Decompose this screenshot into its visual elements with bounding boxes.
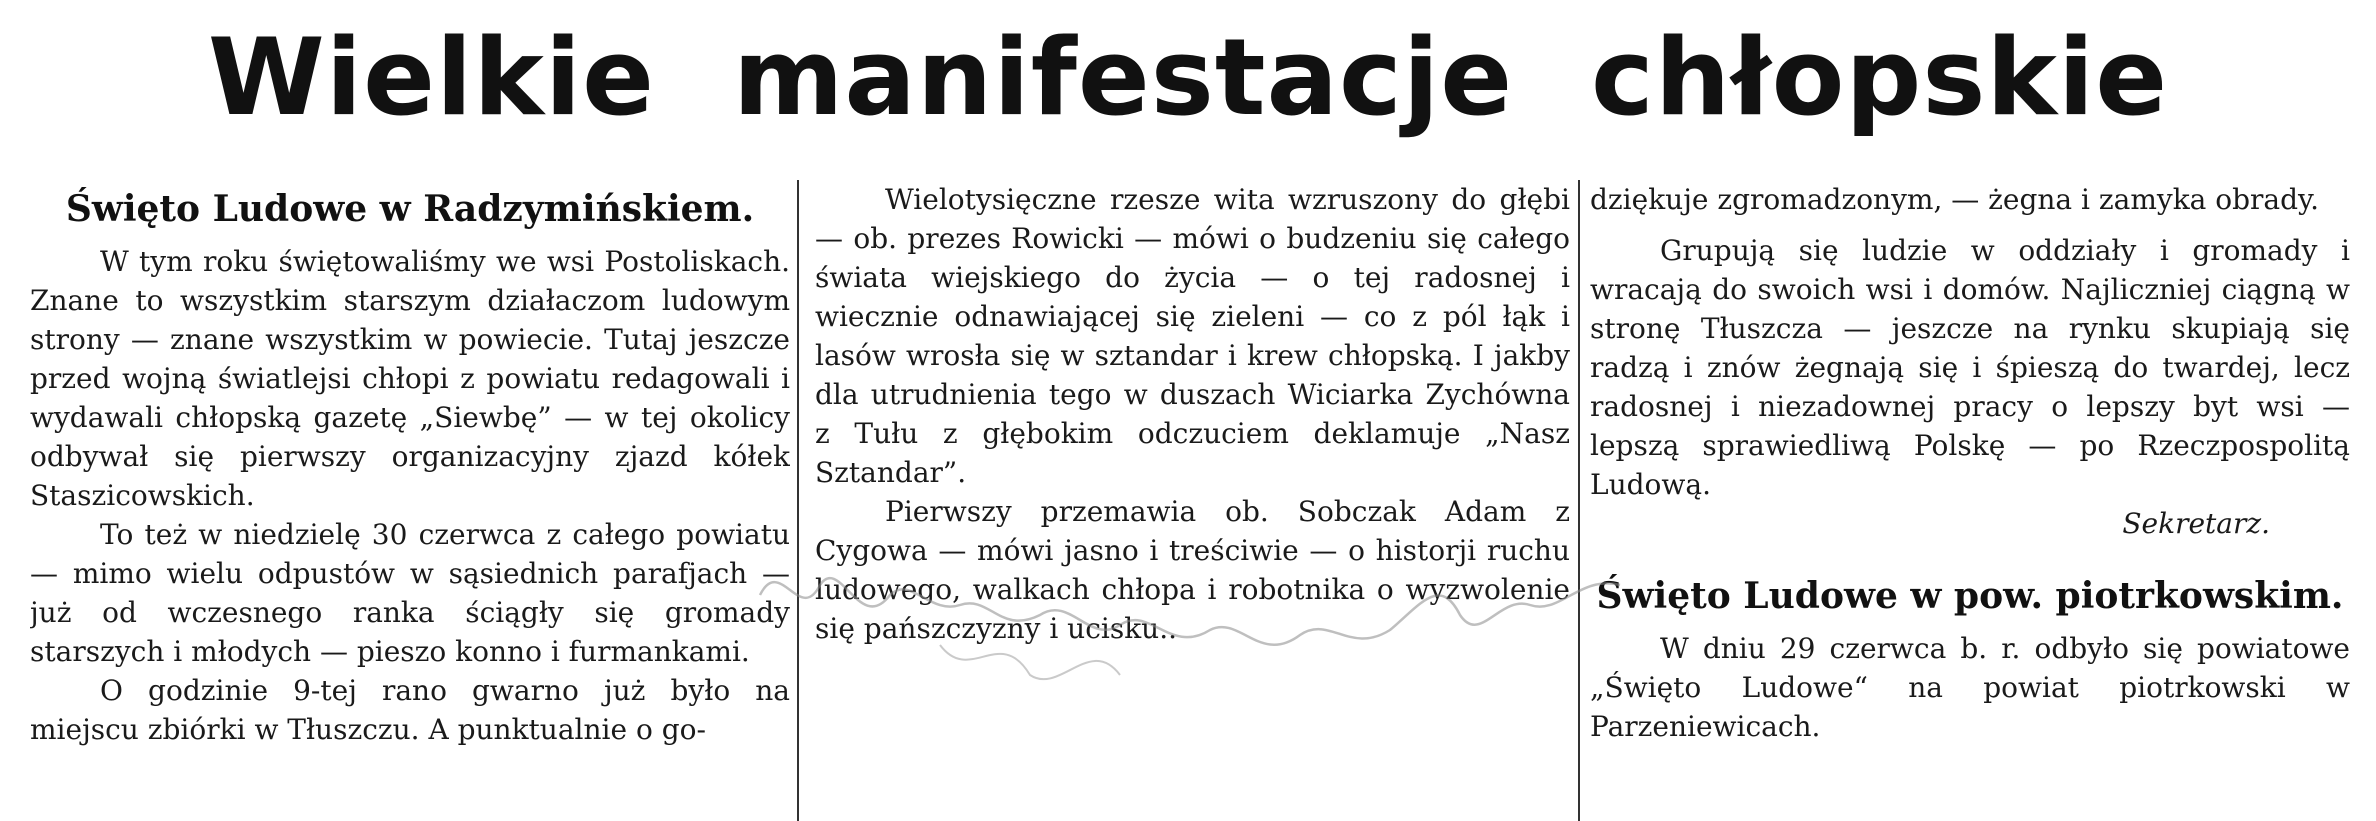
paragraph: O godzinie 9-tej rano gwarno już było na miejscu zbiórki w Tłuszczu. A punktualnie o go- (30, 674, 790, 746)
article-column-1 (30, 180, 790, 821)
column-divider (1578, 180, 1580, 821)
article-column-3 (1590, 180, 2350, 821)
paragraph: W tym roku świętowaliśmy we wsi Postoliskach. Znane to wszystkim starszym działaczom ludowym strony — znane wszystkim w powiecie. Tutaj jeszcze przed wojną światlejsi chłopi z powiatu redagowali i wydawali chłopską gazetę „Siewbę” — w tej okolicy odbywał się pierwszy organizacyjny zjazd kółek Staszicowskich. (30, 245, 790, 512)
signature: Sekretarz. (2122, 507, 2270, 540)
paragraph: dziękuje zgromadzonym, — żegna i zamyka obrady. (1590, 183, 2320, 216)
paragraph: Wielotysięczne rzesze wita wzruszony do głębi — ob. prezes Rowicki — mówi o budzeniu się całego świata wiejskiego do życia — o tej radosnej i wiecznie odnawiającej się zieleni — co z pól łąk i lasów wrosła się w sztandar i krew chłopską. I jakby dla utrudnienia tego w duszach Wiciarka Zychówna z Tułu z głębokim odczuciem deklamuje „Nasz Sztandar”. (815, 183, 1570, 489)
article-column-2 (815, 180, 1570, 821)
column-divider (797, 180, 799, 821)
paragraph: To też w niedzielę 30 czerwca z całego powiatu — mimo wielu odpustów w sąsiednich parafjach — już od wczesnego ranka ściągły się gromady starszych i młodych — pieszo konno i furmankami. (30, 518, 790, 668)
article-title: Święto Ludowe w pow. piotrkowskim. (1596, 575, 2344, 617)
paragraph: Pierwszy przemawia ob. Sobczak Adam z Cygowa — mówi jasno i treściwie — o historji ruchu ludowego, walkach chłopa i robotnika o wyzwolenie się pańszczyzny i ucisku.. (815, 495, 1570, 645)
headline: Wielkie manifestacje chłopskie (207, 16, 2169, 139)
paragraph: W dniu 29 czerwca b. r. odbyło się powiatowe „Święto Ludowe“ na powiat piotrkowski w Parzeniewicach. (1590, 632, 2350, 743)
paragraph: Grupują się ludzie w oddziały i gromady i wracają do swoich wsi i domów. Najliczniej ciągną w stronę Tłuszcza — jeszcze na rynku skupiają się radzą i znów żegnają się i śpieszą do twardej, lecz radosnej i niezadownej pracy o lepszy byt wsi — lepszą sprawiedliwą Polskę — po Rzeczpospolitą Ludową. (1590, 234, 2350, 501)
article-title: Święto Ludowe w Radzymińskiem. (65, 188, 755, 230)
